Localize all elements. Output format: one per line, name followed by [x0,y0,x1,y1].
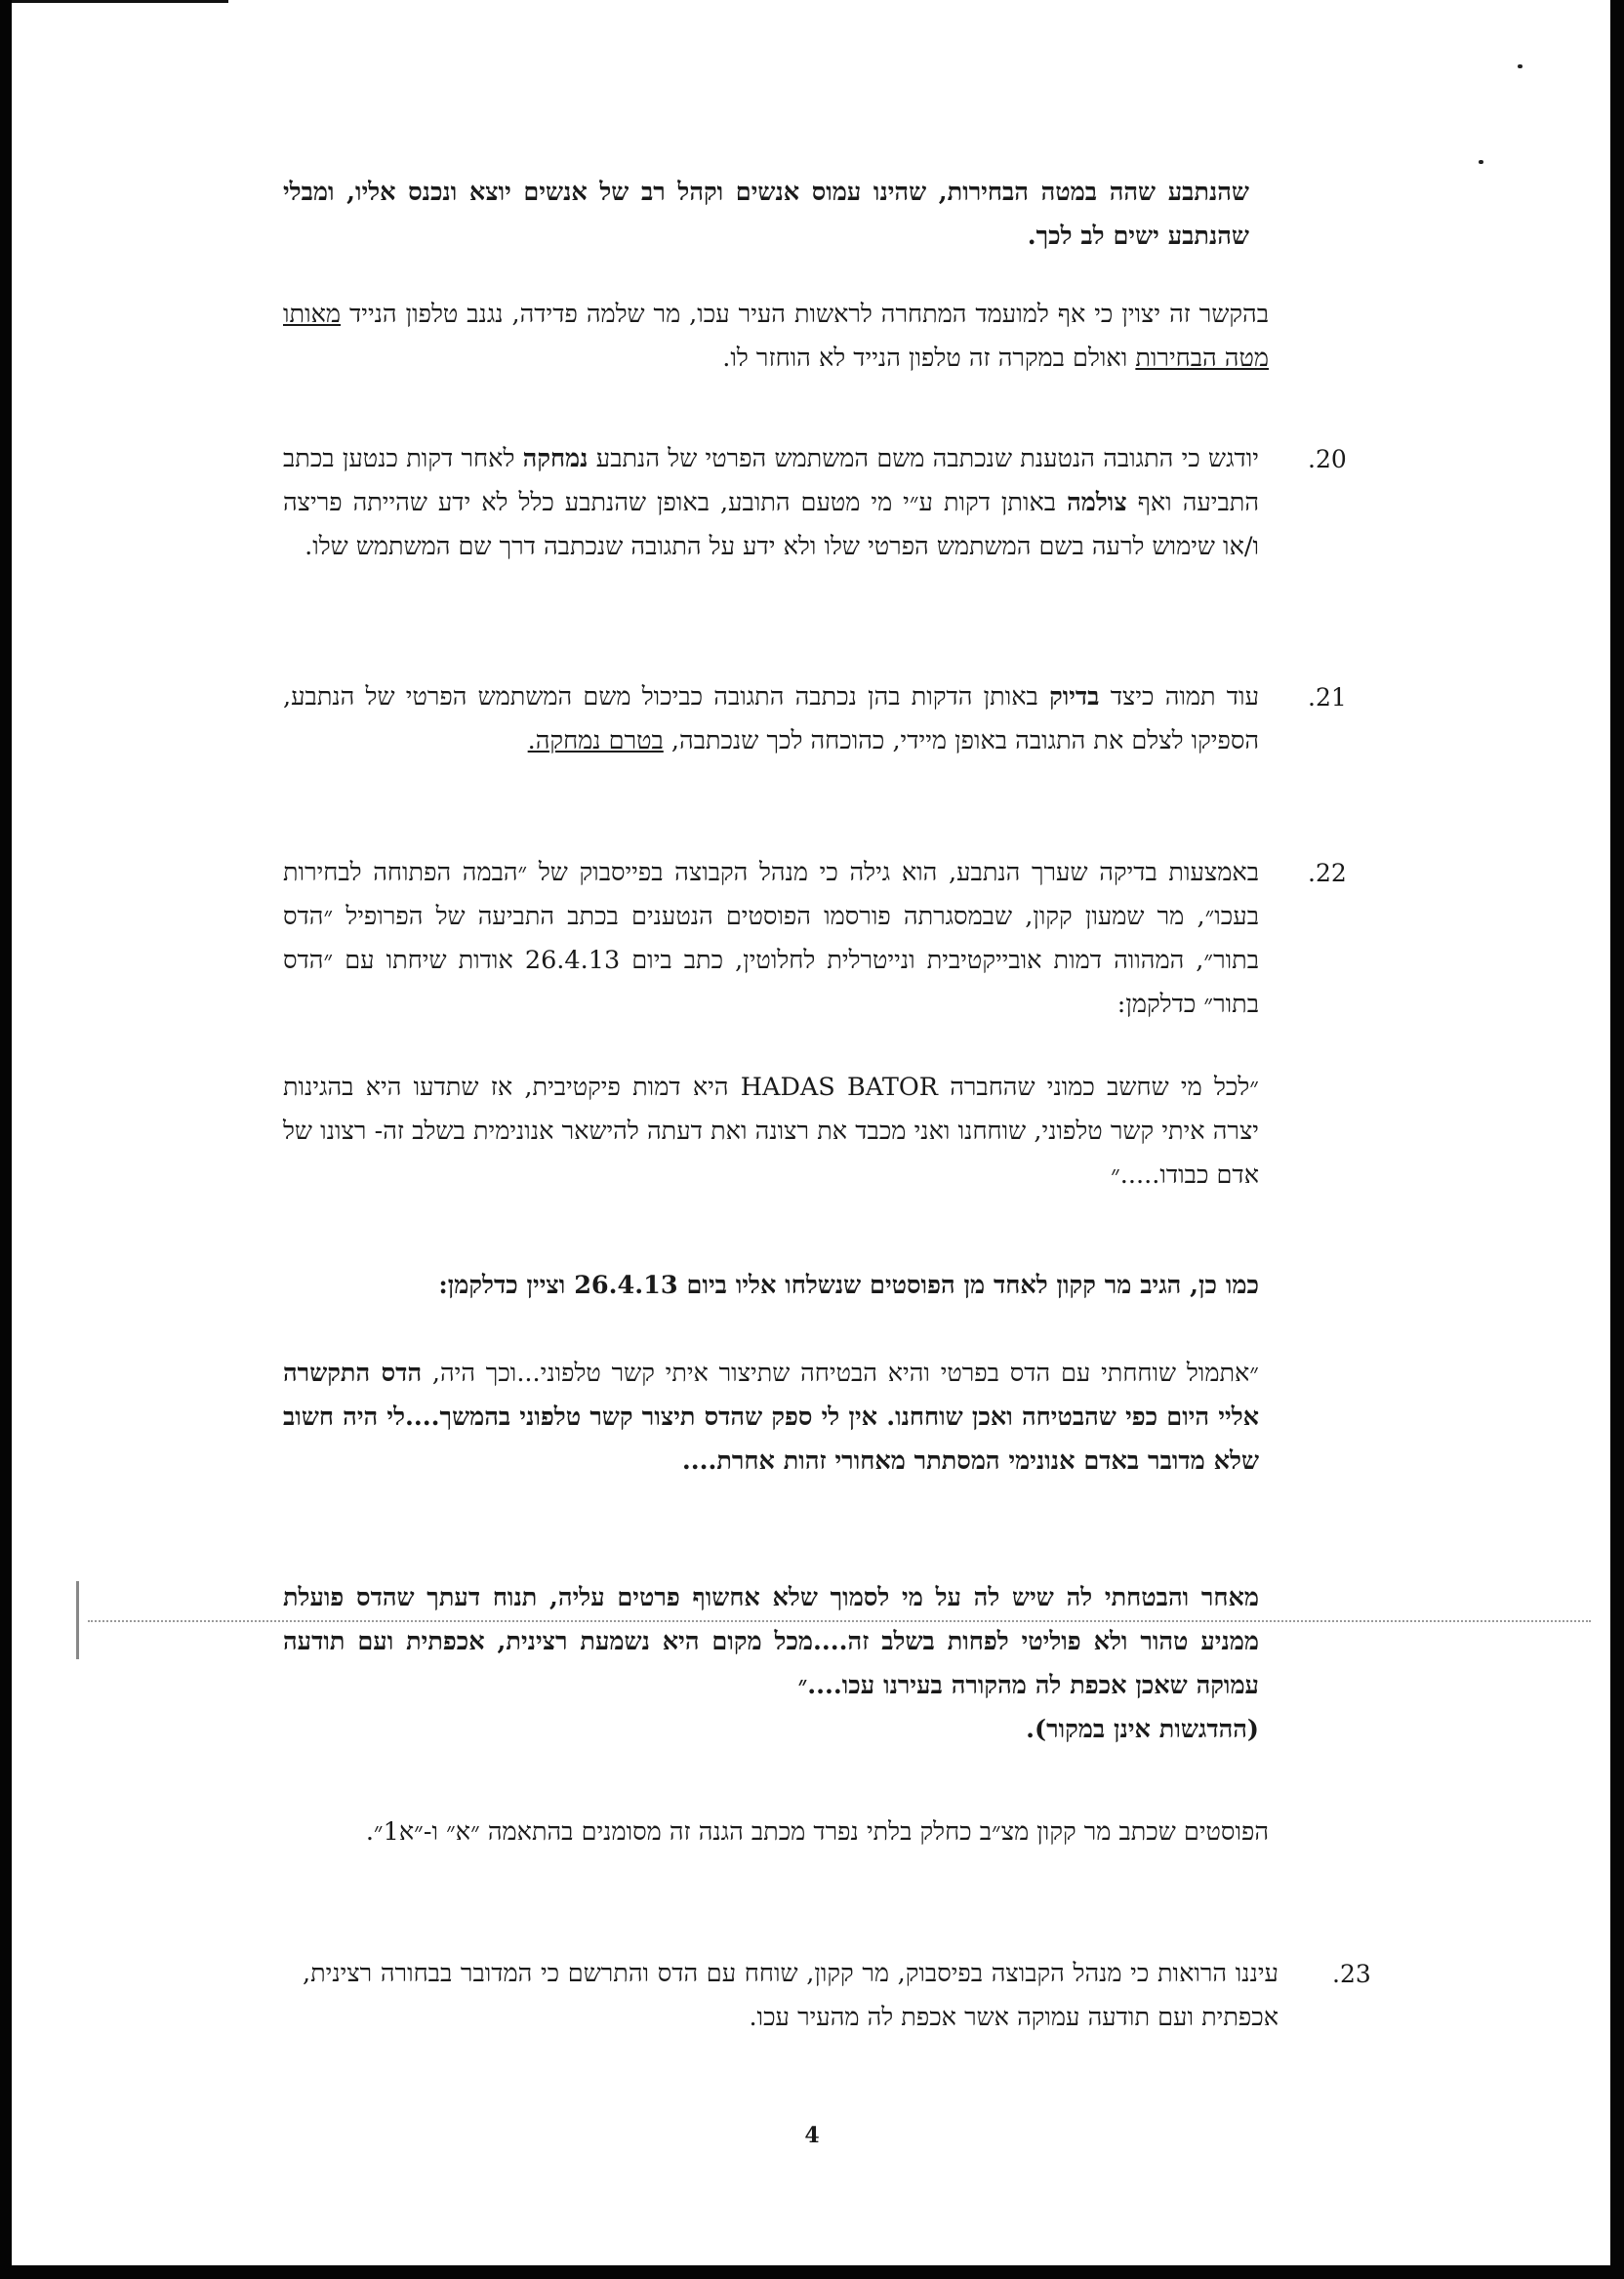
scan-border-top [12,0,228,3]
posts-paragraph: הפוסטים שכתב מר קקון מצ״ב כחלק בלתי נפרד מכתב הגנה זה מסומנים בהתאמה ״א״ ו-״א1״. [365,1817,1269,1847]
scan-border-left [0,0,12,2279]
item-number-22: .22 [1308,859,1347,887]
item-23-paragraph: עיננו הרואות כי מנהל הקבוצה בפיסבוק, מר קקון, שוחח עם הדס והתרשם כי המדובר בבחורה רצינית, אכפתית ועם תודעה עמוקה אשר אכפת לה מהעיר עכו. [303,1959,1279,2032]
page-number: 4 [804,2123,820,2148]
context-paragraph: בהקשר זה יצוין כי אף למועמד המתחרה לראשות העיר עכו, מר שלמה פדידה, נגנב טלפון הנייד מאותו מטה הבחירות ואולם במקרה זה טלפון הנייד לא הוחזר לו. [283,300,1269,373]
item-21-paragraph: עוד תמוה כיצד בדיוק באותן הדקות בהן נכתבה התגובה כביכול משם המשתמש הפרטי של הנתבע, הספיקו לצלם את התגובה באופן מיידי, כהוכחה לכך שנכתבה, בטרם נמחקה. [283,682,1260,755]
quote-3: מאחר והבטחתי לה שיש לה על מי לסמוך שלא אחשוף פרטים עליה, תנוח דעתך שהדס פועלת ממניע טהור ולא פוליטי לפחות בשלב זה....מכל מקום היא נשמעת רצינית, אכפתית ועם תודעה עמוקה שאכן אכפת לה מהקורה בעירנו עכו....״ (ההדגשות אינן במקור). [283,1583,1259,1744]
item-number-23: .23 [1332,1960,1371,1988]
quote-1: ״לכל מי שחשב כמוני שהחברה HADAS BATOR היא דמות פיקטיבית, אז שתדעו היא בהגינות יצרה איתי קשר טלפוני, שוחחנו ואני מכבד את רצונה ואת דעתה להישאר אנונימית בשלב זה- רצונו של אדם כבודו.....״ [283,1073,1259,1190]
item-number-21: .21 [1308,683,1347,712]
item-20-paragraph: יודגש כי התגובה הנטענת שנכתבה משם המשתמש הפרטי של הנתבע נמחקה לאחר דקות כנטען בכתב התביעה ואף צולמה באותן דקות ע״י מי מטעם התובע, באופן שהנתבע כלל לא ידע שהייתה פריצה ו/או שימוש לרעה בשם המשתמש הפרטי שלו ולא ידע על התגובה שנכתבה דרך שם המשתמש שלו. [283,444,1259,561]
scan-speck [1518,64,1522,68]
item-22-paragraph: באמצעות בדיקה שערך הנתבע, הוא גילה כי מנהל הקבוצה בפייסבוק של ״הבמה הפתוחה לבחירות בעכו״, מר שמעון קקון, שבמסגרתה פורסמו הפוסטים הנטענים בכתב התביעה של הפרופיל ״הדס בתור״, המהווה דמות אובייקטיבית ונייטרלית לחלוטין, כתב ביום 26.4.13 אודות שיחתו עם ״הדס בתור״ כדלקמן: [283,858,1259,1019]
scan-border-right [1610,0,1624,2279]
scan-fold-mark [76,1581,79,1659]
reply-intro-paragraph: כמו כן, הגיב מר קקון לאחד מן הפוסטים שנשלחו אליו ביום 26.4.13 וציין כדלקמן: [438,1271,1259,1300]
intro-paragraph: שהנתבע שהה במטה הבחירות, שהינו עמוס אנשים וקהל רב של אנשים יוצא ונכנס אליו, ומבלי שהנתבע ישים לב לכך. [283,178,1249,251]
item-number-20: .20 [1308,445,1347,473]
quote-2: ״אתמול שוחחתי עם הדס בפרטי והיא הבטיחה שתיצור איתי קשר טלפוני...וכך היה, הדס התקשרה אליי היום כפי שהבטיחה ואכן שוחחנו. אין לי ספק שהדס תיצור קשר טלפוני בהמשך....לי היה חשוב שלא מדובר באדם אנונימי המסתתר מאחורי זהות אחרת.... [283,1359,1259,1476]
scan-border-bottom [0,2265,1624,2279]
scan-speck [1479,160,1483,164]
